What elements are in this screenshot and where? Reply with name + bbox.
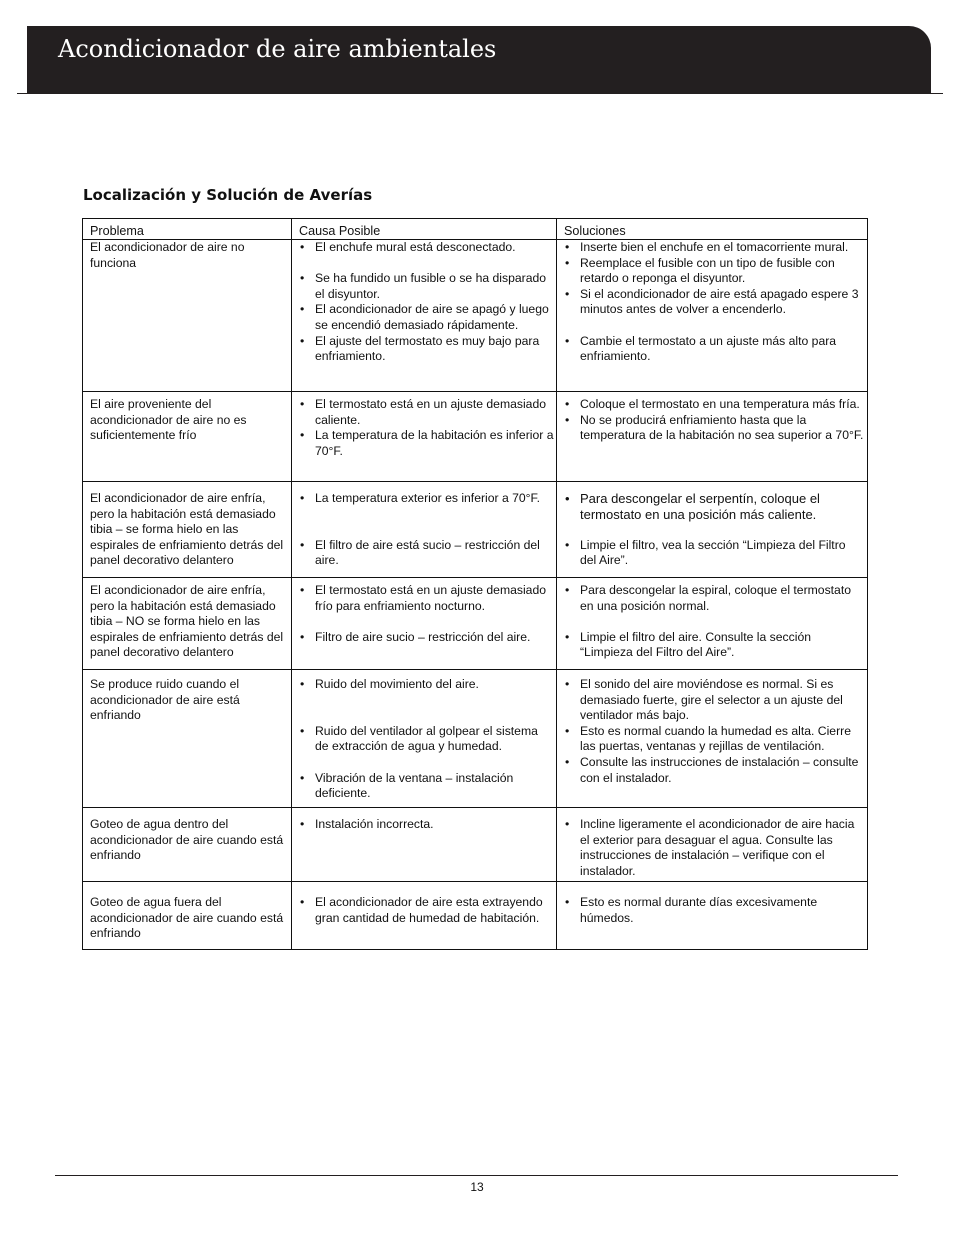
table-row [83,240,868,392]
column-header-cause: Causa Posible [292,219,557,240]
table-row [83,578,868,670]
solution-item: • Esto es normal cuando la humedad es alta. Cierre las puertas, ventanas y rejillas de ventilación. [557,724,867,755]
header-bar [27,26,931,93]
cause-cell [292,808,557,882]
problem-cell [83,882,292,950]
solution-item: • Consulte las instrucciones de instalación – consulte con el instalador. [557,755,867,786]
problem-cell [83,578,292,670]
cause-item: • Instalación incorrecta. [292,817,556,833]
cause-item: • El filtro de aire está sucio – restricción del aire. [292,538,556,569]
cause-item: • El ajuste del termostato es muy bajo para enfriamiento. [292,334,556,365]
problem-cell [83,670,292,808]
cause-item: • El enchufe mural está desconectado. [292,240,556,256]
solution-item: • Para descongelar la espiral, coloque el termostato en una posición normal. [557,583,867,614]
problem-cell [83,808,292,882]
cause-item: • El acondicionador de aire esta extrayendo gran cantidad de humedad de habitación. [292,895,556,926]
cause-cell [292,670,557,808]
cause-item: • El termostato está en un ajuste demasiado caliente. [292,397,556,428]
section-heading: Localización y Solución de Averías [83,186,373,204]
problem-text: Se produce ruido cuando el acondicionador de aire está enfriando [90,677,240,723]
cause-cell [292,392,557,482]
cause-item: • El acondicionador de aire se apagó y luego se encendió demasiado rápidamente. [292,302,556,333]
cause-item: • La temperatura exterior es inferior a 70°F. [292,491,556,507]
problem-text: Goteo de agua dentro del acondicionador de aire cuando está enfriando [90,817,284,863]
cause-item: • Se ha fundido un fusible o se ha disparado el disyuntor. [292,271,556,302]
problem-text: El acondicionador de aire no funciona [90,240,245,270]
solutions-cell [557,808,868,882]
cause-item: • La temperatura de la habitación es inferior a 70°F. [292,428,556,459]
cause-item: • Vibración de la ventana – instalación deficiente. [292,771,556,802]
problem-cell [83,482,292,578]
table-row [83,882,868,950]
solutions-cell [557,578,868,670]
cause-item: • Filtro de aire sucio – restricción del aire. [292,630,556,646]
solution-item: • Coloque el termostato en una temperatura más fría. [557,397,867,413]
problem-text: Goteo de agua fuera del acondicionador de aire cuando está enfriando [90,895,284,941]
solution-item: • Para descongelar el serpentín, coloque el termostato en una posición más caliente. [557,491,867,522]
solution-item: • Esto es normal durante días excesivamente húmedos. [557,895,867,926]
solution-item: • No se producirá enfriamiento hasta que la temperatura de la habitación no sea superior a 70°F. [557,413,867,444]
header-divider [17,93,943,94]
solution-item: • El sonido del aire moviéndose es normal. Si es demasiado fuerte, gire el selector a un ajuste del ventilador más bajo. [557,677,867,724]
problem-text: El acondicionador de aire enfría, pero la habitación está demasiado tibia – NO se forma hielo en las espirales de enfriamiento detrás del panel decorativo delantero [90,583,284,660]
solutions-cell [557,482,868,578]
solution-item: • Cambie el termostato a un ajuste más alto para enfriamiento. [557,334,867,365]
table-row [83,670,868,808]
solution-item: • Incline ligeramente el acondicionador de aire hacia el exterior para desaguar el agua. Consulte las instrucciones de instalación – verifique con el instalador. [557,817,867,879]
troubleshooting-table [82,218,868,950]
problem-cell [83,240,292,392]
problem-text: El aire proveniente del acondicionador de aire no es suficientemente frío [90,397,247,443]
cause-cell [292,578,557,670]
solution-item: • Inserte bien el enchufe en el tomacorriente mural. [557,240,867,256]
table-header-row [83,219,868,240]
page-title: Acondicionador de aire ambientales [58,35,497,63]
table-row [83,392,868,482]
problem-text: El acondicionador de aire enfría, pero la habitación está demasiado tibia – se forma hielo en las espirales de enfriamiento detrás del panel decorativo delantero [90,491,284,568]
solution-item: • Limpie el filtro, vea la sección “Limpieza del Filtro del Aire”. [557,538,867,569]
solution-item: • Si el acondicionador de aire está apagado espere 3 minutos antes de volver a encenderlo. [557,287,867,318]
cause-cell [292,482,557,578]
column-header-problem: Problema [83,219,292,240]
table-row [83,808,868,882]
solutions-cell [557,670,868,808]
cause-cell [292,240,557,392]
cause-cell [292,882,557,950]
table-row [83,482,868,578]
solutions-cell [557,240,868,392]
cause-item: • El termostato está en un ajuste demasiado frío para enfriamiento nocturno. [292,583,556,614]
problem-cell [83,392,292,482]
solution-item: • Limpie el filtro del aire. Consulte la sección “Limpieza del Filtro del Aire”. [557,630,867,661]
footer-divider [55,1175,898,1176]
solutions-cell [557,882,868,950]
solution-item: • Reemplace el fusible con un tipo de fusible con retardo o reponga el disyuntor. [557,256,867,287]
cause-item: • Ruido del movimiento del aire. [292,677,556,693]
solutions-cell [557,392,868,482]
column-header-solutions: Soluciones [557,219,868,240]
page-number: 13 [470,1180,484,1194]
cause-item: • Ruido del ventilador al golpear el sistema de extracción de agua y humedad. [292,724,556,755]
